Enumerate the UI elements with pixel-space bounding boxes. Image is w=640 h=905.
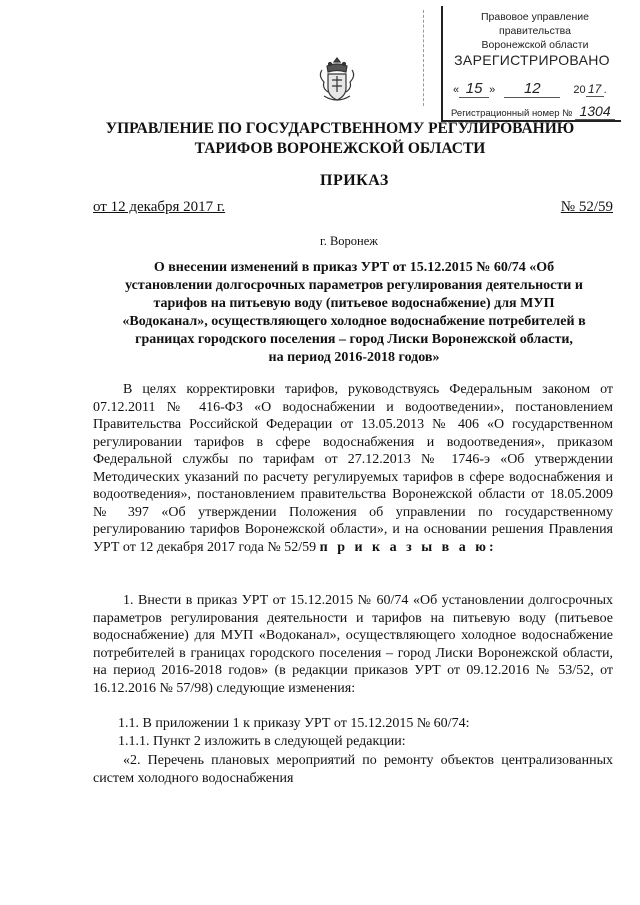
order-heading: ПРИКАЗ <box>320 172 389 189</box>
stamp-year-prefix: 20 <box>573 84 586 96</box>
order-date: от 12 декабря 2017 г. <box>93 199 226 215</box>
registration-stamp <box>441 6 621 122</box>
stamp-org-line2: Воронежской области <box>481 39 589 51</box>
item-1-1-1: 1.1.1. Пункт 2 изложить в следующей редакции: <box>118 734 406 749</box>
stamp-organization <box>451 10 619 52</box>
order-subject <box>86 259 622 367</box>
stamp-date: « 15 » 12 20 17 . <box>453 80 607 97</box>
organization-title-line1: УПРАВЛЕНИЕ ПО ГОСУДАРСТВЕННОМУ РЕГУЛИРОВАНИЮ <box>105 120 575 137</box>
city-label: г. Воронеж <box>320 234 378 248</box>
item-2-paragraph <box>93 752 613 787</box>
stamp-day: 15 <box>459 80 489 98</box>
subject-line: на период 2016-2018 годов» <box>268 350 440 365</box>
organization-title <box>0 119 640 159</box>
stamp-reg-label: Регистрационный номер № <box>451 108 573 119</box>
stamp-org-line1: Правовое управление правительства <box>480 11 589 37</box>
stamp-reg-number: 1304 <box>575 103 615 120</box>
coat-of-arms-emblem <box>316 56 358 104</box>
stamp-year-suffix: 17 <box>586 82 604 97</box>
subject-line: тарифов на питьевую воду (питьевое водоснабжение) для МУП <box>153 296 555 311</box>
order-word: п р и к а з ы в а ю: <box>319 539 497 555</box>
preamble-text: В целях корректировки тарифов, руководствуясь Федеральным законом от 07.12.2011 № 416-ФЗ «О водоснабжении и водоотведении», постановлением Правительства Российской Федерации от 13.05.2013 № 406 «О государственном регулировании тарифов в сфере водоснабжения и водоотведения», приказом Федеральной службы по тарифам от 27.12.2013 № 1746-э «Об утверждении Методических указаний по расчету регулируемых тарифов в сфере водоснабжения и водоотведения», постановлением правительства Воронежской области от 18.05.2009 № 397 «Об утверждении Положения об управлении по государственному регулированию тарифов Воронежской области», и на основании решения Правления УРТ от 12 декабря 2017 года № 52/59 <box>93 382 613 555</box>
stamp-divider <box>423 10 425 106</box>
stamp-month: 12 <box>504 80 560 98</box>
subject-line: границах городского поселения – город Лиски Воронежской области, <box>135 332 573 347</box>
order-date-row <box>93 199 613 216</box>
item-2-text: «2. Перечень плановых мероприятий по ремонту объектов централизованных систем холодного водоснабжения <box>93 753 613 786</box>
preamble-paragraph <box>93 381 613 556</box>
subject-line: О внесении изменений в приказ УРТ от 15.12.2015 № 60/74 «Об <box>153 260 555 275</box>
item-1-paragraph: 1. Внести в приказ УРТ от 15.12.2015 № 60/74 «Об установлении долгосрочных параметров регулирования деятельности и тарифов на питьевую воду (питьевое водоснабжение) для МУП «Водоканал», осуществляющего холодное водоснабжение потребителей в границах городского поселения – город Лиски Воронежской области, на период 2016-2018 годов» (в редакции приказов УРТ от 09.12.2016 № 53/52, от 16.12.2016 № 57/98) следующие изменения: <box>93 593 613 696</box>
subject-line: «Водоканал», осуществляющего холодное водоснабжение потребителей в <box>122 314 586 329</box>
order-number: № 52/59 <box>560 199 613 215</box>
subject-line: установлении долгосрочных параметров регулирования деятельности и <box>125 278 583 293</box>
organization-title-line2: ТАРИФОВ ВОРОНЕЖСКОЙ ОБЛАСТИ <box>194 140 486 157</box>
stamp-reg-number-row <box>451 103 619 120</box>
stamp-status: ЗАРЕГИСТРИРОВАНО <box>454 52 610 68</box>
item-1-1: 1.1. В приложении 1 к приказу УРТ от 15.12.2015 № 60/74: <box>118 716 470 731</box>
